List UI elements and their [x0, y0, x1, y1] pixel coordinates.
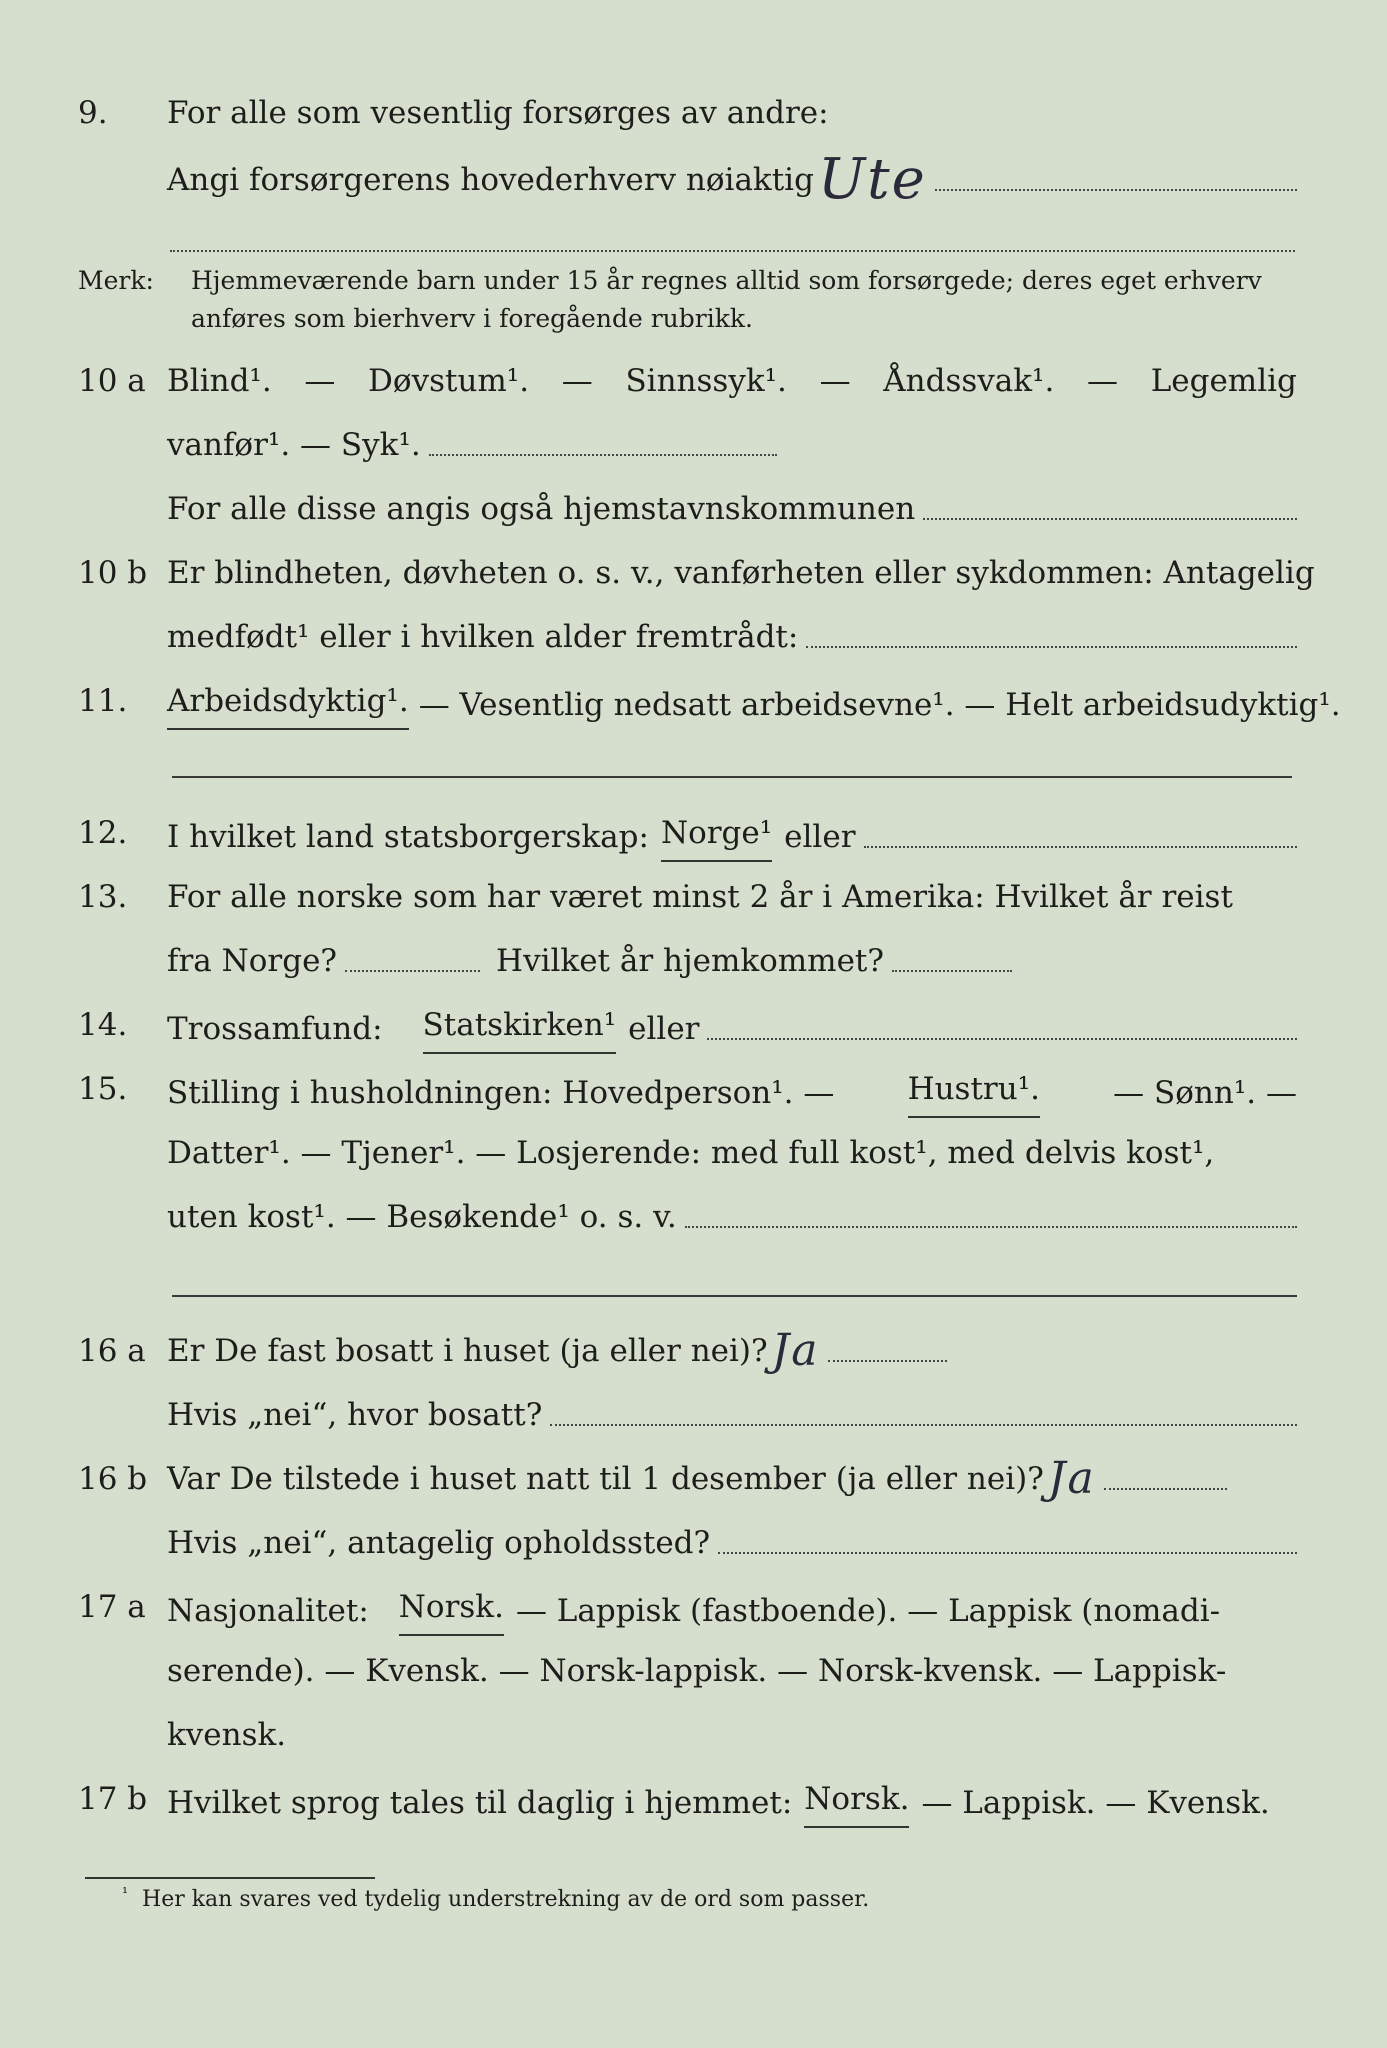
q17b-text-1a: Hvilket sprog tales til daglig i hjemmet:: [167, 1785, 793, 1821]
q10b-answer-line[interactable]: [806, 646, 1297, 648]
q9-number: 9.: [78, 95, 108, 131]
q10b-row-2: [0, 612, 1387, 662]
q10a-item: —: [304, 363, 336, 399]
q16b-location-line[interactable]: [718, 1552, 1297, 1554]
q9-row-2: [0, 147, 1387, 212]
q17a-row-2: [0, 1646, 1387, 1696]
q15-text-1b: — Sønn¹. —: [1113, 1075, 1297, 1111]
q15-text-3: uten kost¹. — Besøkende¹ o. s. v.: [167, 1199, 677, 1235]
q10a-text-2: vanfør¹. — Syk¹.: [167, 427, 421, 463]
q16a-handwritten-answer[interactable]: Ja: [771, 1325, 820, 1376]
q13-text-2b: Hvilket år hjemkommet?: [496, 943, 885, 979]
q10a-answer-line[interactable]: [429, 454, 777, 456]
q10b-row-1: [0, 548, 1387, 598]
q10a-item: —: [819, 363, 851, 399]
merk-label: Merk:: [78, 266, 154, 295]
q16b-row-2: [0, 1518, 1387, 1568]
q9-text-1: For alle som vesentlig forsørges av andre:: [167, 95, 829, 131]
q15-number: 15.: [78, 1071, 128, 1107]
q17a-row-1: [0, 1582, 1387, 1632]
q10a-hometown-line[interactable]: [923, 518, 1297, 520]
q12-text: I hvilket land statsborgerskap:: [167, 819, 649, 855]
q15-text-1a: Stilling i husholdningen: Hovedperson¹. —: [167, 1075, 835, 1111]
q10a-items: [167, 356, 1297, 406]
q16b-row-1: [0, 1454, 1387, 1504]
q10b-text-1: Er blindheten, døvheten o. s. v., vanførheten eller sykdommen: Antagelig: [167, 555, 1315, 591]
q17a-text-3: kvensk.: [167, 1717, 287, 1753]
q17a-underlined-answer[interactable]: Norsk.: [399, 1582, 504, 1636]
q10a-row-1: [0, 356, 1387, 406]
q11-row: [0, 676, 1387, 726]
q16a-row-1: [0, 1326, 1387, 1376]
q11-underlined-answer[interactable]: Arbeidsdyktig¹.: [167, 676, 409, 730]
q10a-item: Legemlig: [1150, 363, 1297, 399]
q10a-item: Blind¹.: [167, 363, 272, 399]
q13-row-2: [0, 936, 1387, 986]
q15-answer-line[interactable]: [685, 1226, 1297, 1228]
q17a-text-2: serende). — Kvensk. — Norsk-lappisk. — Norsk-kvensk. — Lappisk-: [167, 1653, 1227, 1689]
q10a-number: 10 a: [78, 363, 146, 399]
q13-departure-line[interactable]: [345, 970, 480, 972]
q16b-text-2: Hvis „nei“, antagelig opholdssted?: [167, 1525, 711, 1561]
q12-rest: eller: [784, 819, 856, 855]
q13-number: 13.: [78, 879, 128, 915]
q17b-text-1b: — Lappisk. — Kvensk.: [921, 1785, 1270, 1821]
q14-row: [0, 1000, 1387, 1050]
q11-number: 11.: [78, 683, 128, 719]
q16b-number: 16 b: [78, 1461, 148, 1497]
q16a-row-2: [0, 1390, 1387, 1440]
q9-answer-line[interactable]: [935, 189, 1297, 191]
q10a-item: —: [1087, 363, 1119, 399]
q14-rest: eller: [628, 1011, 700, 1047]
q16b-answer-line[interactable]: [1104, 1488, 1227, 1490]
q16a-text-2: Hvis „nei“, hvor bosatt?: [167, 1397, 543, 1433]
q15-extra-line[interactable]: [172, 1295, 1297, 1297]
q17b-number: 17 b: [78, 1781, 148, 1817]
q17a-number: 17 a: [78, 1589, 146, 1625]
q14-underlined-answer[interactable]: Statskirken¹: [423, 1000, 617, 1054]
q17b-row: [0, 1774, 1387, 1824]
q15-row-2: [0, 1128, 1387, 1178]
q9-extra-line: [170, 250, 1295, 252]
q17a-text-1b: — Lappisk (fastboende). — Lappisk (nomadi-: [515, 1593, 1221, 1629]
q11-answer-line[interactable]: [172, 776, 1292, 778]
q9-text-2: Angi forsørgerens hovederhverv nøiaktig: [167, 162, 814, 198]
footnote-text: Her kan svares ved tydelig understrekning av de ord som passer.: [142, 1887, 870, 1912]
q16b-handwritten-answer[interactable]: Ja: [1047, 1453, 1096, 1504]
q16a-number: 16 a: [78, 1333, 146, 1369]
q12-number: 12.: [78, 815, 128, 851]
q13-text-2a: fra Norge?: [167, 943, 338, 979]
q12-answer-line[interactable]: [864, 846, 1297, 848]
merk-text: Hjemmeværende barn under 15 år regnes alltid som forsørgede; deres eget erhverv anføres som bierhverv i foregående rubrikk.: [191, 266, 1262, 333]
footnote: [122, 1885, 869, 1915]
footnote-mark: ¹: [122, 1883, 129, 1902]
q17b-underlined-answer[interactable]: Norsk.: [804, 1774, 909, 1828]
q15-text-2: Datter¹. — Tjener¹. — Losjerende: med full kost¹, med delvis kost¹,: [167, 1135, 1215, 1171]
q10a-row-2: [0, 420, 1387, 470]
q13-row-1: [0, 872, 1387, 922]
q12-underlined-answer[interactable]: Norge¹: [661, 808, 772, 862]
q13-text-1: For alle norske som har været minst 2 år i Amerika: Hvilket år reist: [167, 879, 1233, 915]
q10a-item: Sinnssyk¹.: [625, 363, 787, 399]
q9-handwritten-answer[interactable]: Ute: [817, 147, 927, 212]
q16a-text-1: Er De fast bosatt i huset (ja eller nei)?: [167, 1333, 768, 1369]
q9-row-1: [0, 88, 1387, 138]
q10a-text-3: For alle disse angis også hjemstavnskommunen: [167, 491, 916, 527]
q10a-item: Døvstum¹.: [368, 363, 530, 399]
q16a-answer-line[interactable]: [828, 1360, 947, 1362]
q15-underlined-answer[interactable]: Hustru¹.: [908, 1064, 1040, 1118]
q16b-text-1: Var De tilstede i huset natt til 1 desember (ja eller nei)?: [167, 1461, 1044, 1497]
q10a-item: Åndssvak¹.: [883, 363, 1055, 399]
q10b-number: 10 b: [78, 555, 148, 591]
q10a-row-3: [0, 484, 1387, 534]
q10b-text-2: medfødt¹ eller i hvilken alder fremtrådt:: [167, 619, 799, 655]
q17a-row-3: [0, 1710, 1387, 1760]
q14-text: Trossamfund:: [167, 1011, 383, 1047]
q14-answer-line[interactable]: [707, 1038, 1297, 1040]
q12-row: [0, 808, 1387, 858]
q17a-text-1a: Nasjonalitet:: [167, 1593, 369, 1629]
footnote-divider: [85, 1877, 375, 1879]
q14-number: 14.: [78, 1007, 128, 1043]
q13-return-line[interactable]: [892, 970, 1012, 972]
q11-text: — Vesentlig nedsatt arbeidsevne¹. — Helt arbeidsudyktig¹.: [418, 687, 1341, 723]
q15-row-3: [0, 1192, 1387, 1242]
q16a-residence-line[interactable]: [550, 1424, 1297, 1426]
q10a-item: —: [561, 363, 593, 399]
q15-row-1: [0, 1064, 1387, 1114]
